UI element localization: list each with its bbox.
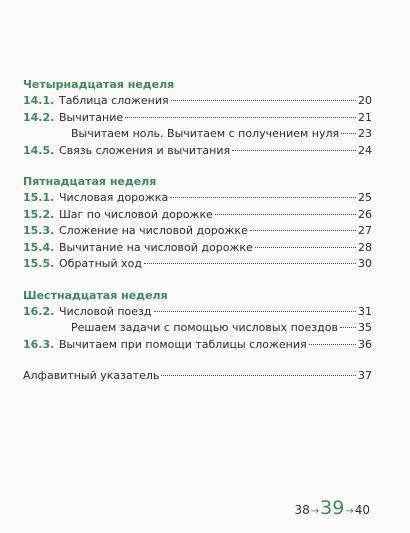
section-title: Пятнадцатая неделя (23, 175, 157, 188)
entry-page: 24 (358, 143, 372, 157)
section-title: Четырнадцатая неделя (23, 78, 175, 91)
toc-entry[interactable] (23, 126, 372, 143)
toc-section (23, 174, 372, 273)
dot-leader (340, 327, 356, 328)
toc-section (23, 77, 372, 159)
arrow-right-icon: → (345, 506, 354, 517)
entry-number: 15.2. (23, 207, 55, 221)
index-entry[interactable] (23, 368, 372, 385)
toc-entry[interactable] (23, 240, 372, 257)
toc-entry[interactable] (23, 93, 372, 110)
arrow-right-icon: → (310, 506, 320, 517)
entry-page: 28 (358, 240, 372, 254)
entry-title: Обратный ход (59, 257, 142, 270)
entry-number: 14.1. (23, 94, 55, 107)
entry-number: 16.2. (23, 304, 55, 318)
dot-leader (341, 133, 356, 134)
entry-title: Сложение на числовой дорожке (59, 224, 248, 237)
entry-title: Решаем задачи с помощью числовых поездов (71, 321, 338, 334)
entry-title: Таблица сложения (59, 94, 169, 107)
entry-page: 30 (358, 257, 372, 270)
index-title: Алфавитный указатель (23, 369, 160, 382)
entry-title: Числовая дорожка (59, 191, 169, 204)
dot-leader (232, 150, 356, 151)
entry-page: 27 (358, 224, 372, 237)
entry-title: Шаг по числовой дорожке (59, 207, 213, 221)
entry-page: 31 (358, 304, 372, 318)
dot-leader (250, 230, 356, 231)
index-page: 37 (358, 369, 372, 382)
entry-title: Вычитание (59, 110, 124, 124)
entry-page: 25 (358, 191, 372, 204)
entry-page: 26 (358, 207, 372, 221)
toc-entry[interactable] (23, 223, 372, 240)
toc-entry[interactable] (23, 337, 372, 354)
entry-number: 15.5. (23, 257, 55, 270)
dot-leader (309, 344, 356, 345)
entry-number: 16.3. (23, 337, 55, 351)
entry-title: Вычитаем при помощи таблицы сложения (59, 337, 307, 351)
page-navigation (294, 497, 370, 519)
next-page-number[interactable]: 40 (354, 503, 370, 517)
dot-leader (255, 247, 356, 248)
dot-leader (125, 117, 356, 118)
dot-leader (215, 214, 356, 215)
toc-entry[interactable] (23, 304, 372, 321)
toc-section (23, 288, 372, 354)
dot-leader (170, 197, 356, 198)
toc-entry[interactable] (23, 110, 372, 127)
current-page-number: 39 (320, 497, 345, 519)
section-title: Шестнадцатая неделя (23, 288, 168, 302)
entry-number: 15.4. (23, 240, 55, 254)
entry-title: Числовой поезд (59, 304, 152, 318)
entry-number: 14.5. (23, 143, 55, 157)
entry-page: 35 (358, 321, 372, 334)
dot-leader (171, 100, 356, 101)
entry-number: 15.3. (23, 224, 55, 237)
entry-title: Вычитание на числовой дорожке (59, 240, 253, 254)
entry-number: 14.2. (23, 110, 55, 124)
table-of-contents (23, 77, 372, 385)
dot-leader (144, 263, 356, 264)
dot-leader (161, 375, 356, 376)
dot-leader (154, 311, 356, 312)
prev-page-number[interactable]: 38 (294, 503, 310, 517)
entry-number: 15.1. (23, 191, 55, 204)
toc-entry[interactable] (23, 190, 372, 207)
entry-page: 21 (358, 110, 372, 124)
entry-title: Связь сложения и вычитания (59, 143, 231, 157)
entry-page: 36 (358, 337, 372, 351)
toc-entry[interactable] (23, 256, 372, 273)
entry-page: 20 (358, 94, 372, 107)
toc-entry[interactable] (23, 207, 372, 224)
entry-page: 23 (358, 127, 372, 140)
toc-entry[interactable] (23, 143, 372, 160)
entry-title: Вычитаем ноль. Вычитаем с получением нуля (71, 127, 340, 140)
toc-entry[interactable] (23, 320, 372, 337)
